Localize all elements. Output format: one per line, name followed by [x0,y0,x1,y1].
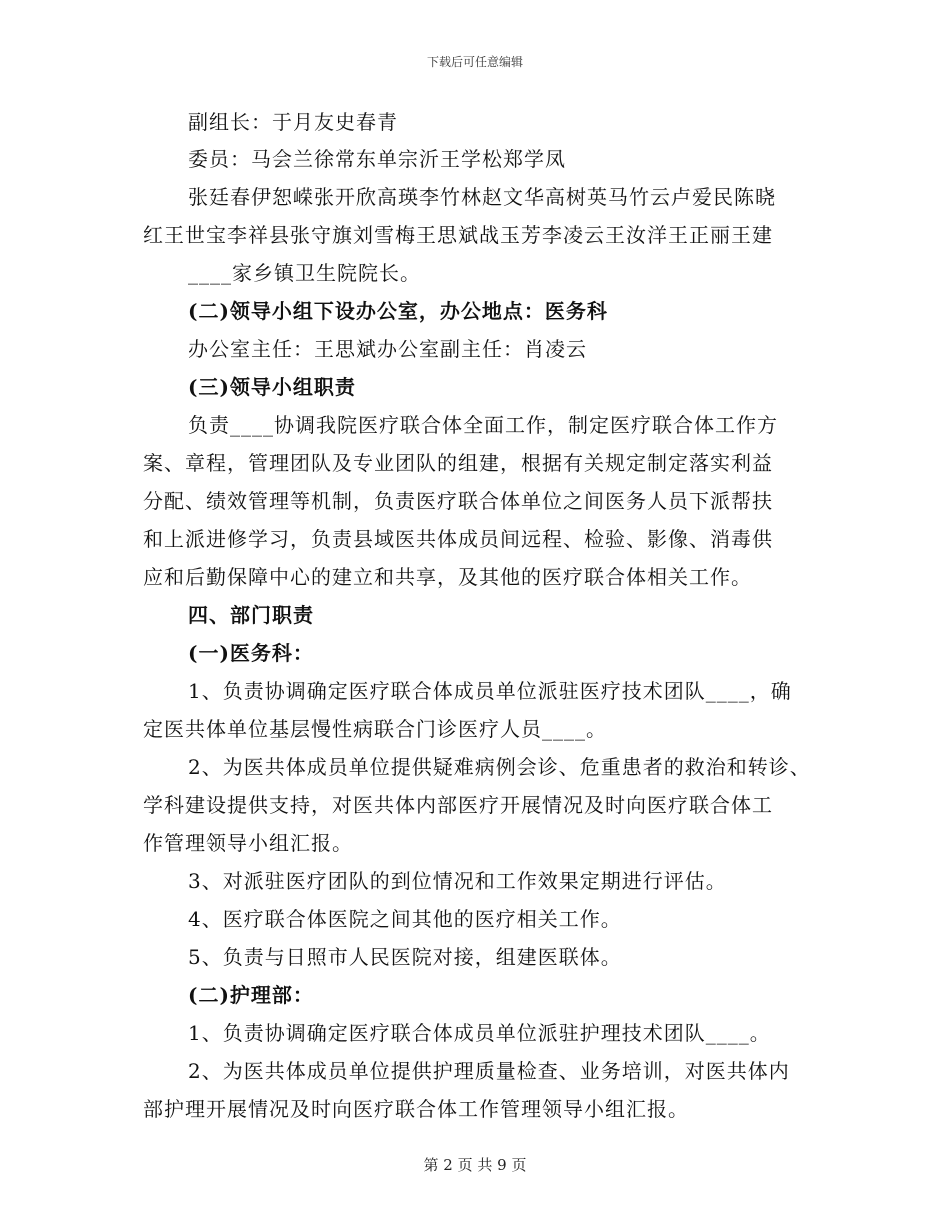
text-line: 部护理开展情况及时向医疗联合体工作管理领导小组汇报。 [143,1097,689,1121]
text-line: 案、章程，管理团队及专业团队的组建，根据有关规定制定落实利益 [143,451,773,475]
page-header: 下载后可任意编辑 [426,55,523,69]
text-line: 2、为医共体成员单位提供疑难病例会诊、危重患者的救治和转诊、 [188,755,811,779]
section-heading: (二)领导小组下设办公室，办公地点：医务科 [188,299,608,323]
text-line: 1、负责协调确定医疗联合体成员单位派驻医疗技术团队____，确 [188,679,792,703]
text-line: 1、负责协调确定医疗联合体成员单位派驻护理技术团队____。 [188,1021,771,1045]
text-line: 学科建设提供支持，对医共体内部医疗开展情况及时向医疗联合体工 [143,793,773,817]
text-line: 4、医疗联合体医院之间其他的医疗相关工作。 [188,907,622,931]
text-line: 副组长：于月友史春青 [188,110,398,134]
section-heading: 四、部门职责 [188,603,314,627]
subsection-heading: (一)医务科： [188,641,314,665]
text-line: ____家乡镇卫生院院长。 [188,261,421,285]
text-line: 应和后勤保障中心的建立和共享，及其他的医疗联合体相关工作。 [143,565,752,589]
text-line: 办公室主任：王思斌办公室副主任：肖凌云 [188,337,587,361]
text-line: 5、负责与日照市人民医院对接，组建医联体。 [188,945,622,969]
page-number: 第 2 页 共 9 页 [423,1156,527,1174]
text-line: 3、对派驻医疗团队的到位情况和工作效果定期进行评估。 [188,869,727,893]
section-heading: (三)领导小组职责 [188,375,356,399]
text-line: 负责____协调我院医疗联合体全面工作，制定医疗联合体工作方 [188,413,778,437]
text-line: 委员：马会兰徐常东单宗沂王学松郑学凤 [188,147,566,171]
text-line: 和上派进修学习，负责县域医共体成员间远程、检验、影像、消毒供 [143,527,773,551]
text-line: 张廷春伊恕嵘张开欣高瑛李竹林赵文华高树英马竹云卢爱民陈晓 [188,185,776,209]
subsection-heading: (二)护理部： [188,983,314,1007]
text-line: 定医共体单位基层慢性病联合门诊医疗人员____。 [143,717,607,741]
text-line: 分配、绩效管理等机制，负责医疗联合体单位之间医务人员下派帮扶 [143,489,773,513]
text-line: 2、为医共体成员单位提供护理质量检查、业务培训，对医共体内 [188,1059,790,1083]
text-line: 红王世宝李祥县张守旗刘雪梅王思斌战玉芳李凌云王汝洋王正丽王建 [143,223,773,247]
text-line: 作管理领导小组汇报。 [143,831,353,855]
